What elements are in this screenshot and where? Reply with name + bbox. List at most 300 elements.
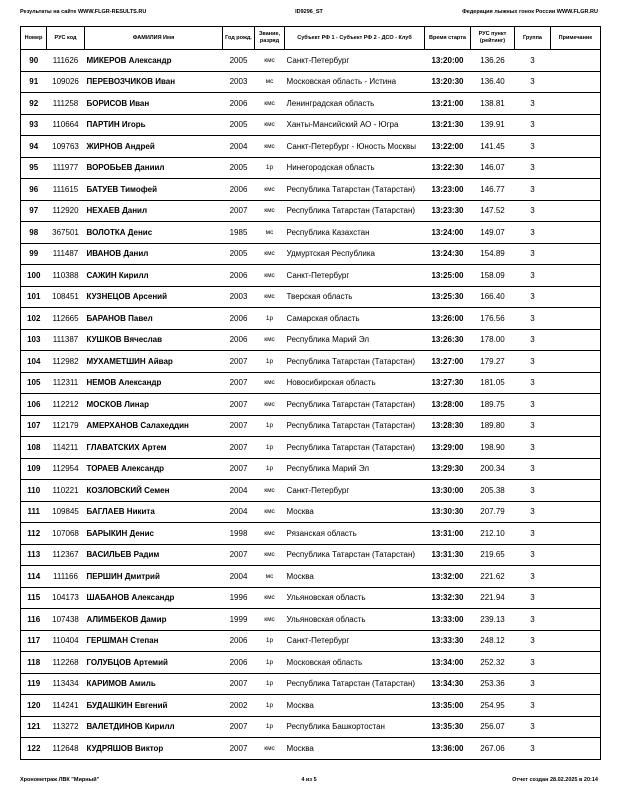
table-row (21, 265, 601, 287)
cell-name: КАРИМОВ Амиль (85, 673, 223, 695)
cell-group: 3 (515, 652, 551, 674)
cell-rus-code: 109845 (47, 501, 85, 523)
cell-rank: кмс (255, 286, 285, 308)
cell-birth-year: 2006 (223, 652, 255, 674)
cell-group: 3 (515, 71, 551, 93)
table-row (21, 93, 601, 115)
cell-note (551, 265, 601, 287)
cell-number: 93 (21, 114, 47, 136)
cell-rus-code: 112367 (47, 544, 85, 566)
cell-birth-year: 2004 (223, 480, 255, 502)
start-list-table (20, 26, 601, 760)
cell-group: 3 (515, 93, 551, 115)
footer-page-number: 4 из 5 (301, 777, 317, 783)
cell-name: БАГЛАЕВ Никита (85, 501, 223, 523)
cell-name: БАРАНОВ Павел (85, 308, 223, 330)
cell-number: 97 (21, 200, 47, 222)
cell-name: ВАСИЛЬЕВ Радим (85, 544, 223, 566)
cell-rank: кмс (255, 501, 285, 523)
cell-rus-code: 111166 (47, 566, 85, 588)
cell-number: 90 (21, 50, 47, 72)
cell-region: Санкт-Петербург (285, 630, 425, 652)
cell-name: КУШКОВ Вячеслав (85, 329, 223, 351)
cell-number: 112 (21, 523, 47, 545)
cell-rus-code: 110404 (47, 630, 85, 652)
cell-note (551, 544, 601, 566)
cell-name: КУДРЯШОВ Виктор (85, 738, 223, 760)
cell-region: Московская область (285, 652, 425, 674)
cell-region: Республика Казахстан (285, 222, 425, 244)
cell-rus-code: 112665 (47, 308, 85, 330)
cell-group: 3 (515, 523, 551, 545)
cell-rus-code: 113434 (47, 673, 85, 695)
cell-birth-year: 2005 (223, 50, 255, 72)
cell-note (551, 200, 601, 222)
cell-rus-code: 113272 (47, 716, 85, 738)
cell-group: 3 (515, 587, 551, 609)
cell-rus-points: 239.13 (471, 609, 515, 631)
cell-number: 122 (21, 738, 47, 760)
table-row (21, 329, 601, 351)
cell-rus-code: 112212 (47, 394, 85, 416)
cell-birth-year: 2006 (223, 179, 255, 201)
cell-note (551, 394, 601, 416)
cell-region: Тверская область (285, 286, 425, 308)
cell-name: МУХАМЕТШИН Айвар (85, 351, 223, 373)
cell-region: Москва (285, 695, 425, 717)
cell-rus-code: 111387 (47, 329, 85, 351)
col-header-group: Группа (515, 27, 551, 50)
cell-rus-code: 104173 (47, 587, 85, 609)
table-row (21, 394, 601, 416)
cell-birth-year: 2006 (223, 265, 255, 287)
cell-birth-year: 2003 (223, 286, 255, 308)
cell-name: НЕМОВ Александр (85, 372, 223, 394)
cell-birth-year: 2007 (223, 437, 255, 459)
cell-rus-points: 181.05 (471, 372, 515, 394)
cell-rus-code: 114211 (47, 437, 85, 459)
cell-rus-code: 112982 (47, 351, 85, 373)
col-header-region: Субъект РФ 1 - Субъект РФ 2 - ДСО - Клуб (285, 27, 425, 50)
table-row (21, 523, 601, 545)
cell-note (551, 587, 601, 609)
cell-birth-year: 2007 (223, 351, 255, 373)
cell-rank: кмс (255, 609, 285, 631)
table-row (21, 243, 601, 265)
cell-rus-points: 189.80 (471, 415, 515, 437)
cell-rus-points: 221.94 (471, 587, 515, 609)
cell-birth-year: 1996 (223, 587, 255, 609)
cell-birth-year: 1999 (223, 609, 255, 631)
cell-group: 3 (515, 200, 551, 222)
cell-start-time: 13:30:00 (425, 480, 471, 502)
cell-region: Республика Татарстан (Татарстан) (285, 437, 425, 459)
cell-rus-points: 139.91 (471, 114, 515, 136)
cell-region: Республика Татарстан (Татарстан) (285, 415, 425, 437)
cell-note (551, 136, 601, 158)
cell-group: 3 (515, 243, 551, 265)
cell-region: Республика Татарстан (Татарстан) (285, 544, 425, 566)
cell-rus-code: 112954 (47, 458, 85, 480)
cell-number: 113 (21, 544, 47, 566)
cell-number: 105 (21, 372, 47, 394)
cell-group: 3 (515, 738, 551, 760)
cell-group: 3 (515, 50, 551, 72)
cell-birth-year: 2006 (223, 630, 255, 652)
cell-birth-year: 2007 (223, 372, 255, 394)
cell-group: 3 (515, 695, 551, 717)
cell-rus-code: 109026 (47, 71, 85, 93)
cell-number: 117 (21, 630, 47, 652)
table-row (21, 415, 601, 437)
table-row (21, 71, 601, 93)
cell-birth-year: 2004 (223, 501, 255, 523)
cell-name: КОЗЛОВСКИЙ Семен (85, 480, 223, 502)
cell-rus-code: 109763 (47, 136, 85, 158)
cell-region: Москва (285, 566, 425, 588)
header-site-link: Результаты на сайте WWW.FLGR-RESULTS.RU (20, 9, 147, 15)
cell-start-time: 13:26:30 (425, 329, 471, 351)
cell-name: МОСКОВ Линар (85, 394, 223, 416)
cell-rank: кмс (255, 329, 285, 351)
cell-group: 3 (515, 566, 551, 588)
cell-rank: 1р (255, 415, 285, 437)
cell-name: БУДАШКИН Евгений (85, 695, 223, 717)
header-federation-link: Федерация лыжных гонок России WWW.FLGR.RU (462, 9, 598, 15)
cell-rus-code: 111977 (47, 157, 85, 179)
cell-region: Самарская область (285, 308, 425, 330)
cell-name: БАТУЕВ Тимофей (85, 179, 223, 201)
cell-rank: кмс (255, 738, 285, 760)
cell-birth-year: 2007 (223, 394, 255, 416)
cell-group: 3 (515, 308, 551, 330)
cell-birth-year: 2007 (223, 673, 255, 695)
cell-rus-code: 107438 (47, 609, 85, 631)
cell-note (551, 71, 601, 93)
cell-rus-points: 256.07 (471, 716, 515, 738)
cell-start-time: 13:20:30 (425, 71, 471, 93)
cell-number: 108 (21, 437, 47, 459)
cell-birth-year: 2005 (223, 243, 255, 265)
cell-name: ВОРОБЬЕВ Даниил (85, 157, 223, 179)
cell-group: 3 (515, 544, 551, 566)
cell-start-time: 13:35:30 (425, 716, 471, 738)
col-header-rus-points: РУС пункт (рейтинг) (471, 27, 515, 50)
cell-rus-points: 166.40 (471, 286, 515, 308)
cell-rus-points: 178.00 (471, 329, 515, 351)
table-row (21, 501, 601, 523)
cell-birth-year: 2003 (223, 71, 255, 93)
cell-name: ПЕРЕВОЗЧИКОВ Иван (85, 71, 223, 93)
cell-birth-year: 2007 (223, 738, 255, 760)
cell-rank: кмс (255, 523, 285, 545)
cell-rus-code: 110664 (47, 114, 85, 136)
cell-rus-code: 112268 (47, 652, 85, 674)
cell-note (551, 157, 601, 179)
table-row (21, 458, 601, 480)
cell-note (551, 372, 601, 394)
cell-birth-year: 1998 (223, 523, 255, 545)
cell-rank: 1р (255, 695, 285, 717)
cell-birth-year: 2006 (223, 93, 255, 115)
cell-number: 92 (21, 93, 47, 115)
cell-region: Санкт-Петербург - Юность Москвы (285, 136, 425, 158)
cell-name: ПЕРШИН Дмитрий (85, 566, 223, 588)
cell-group: 3 (515, 458, 551, 480)
cell-note (551, 50, 601, 72)
cell-note (551, 415, 601, 437)
cell-rank: 1р (255, 673, 285, 695)
cell-start-time: 13:32:30 (425, 587, 471, 609)
col-header-note: Примечание (551, 27, 601, 50)
cell-name: ИВАНОВ Данил (85, 243, 223, 265)
cell-start-time: 13:31:30 (425, 544, 471, 566)
cell-rank: кмс (255, 544, 285, 566)
cell-name: ВОЛОТКА Денис (85, 222, 223, 244)
cell-name: БОРИСОВ Иван (85, 93, 223, 115)
cell-rank: 1р (255, 458, 285, 480)
cell-rank: кмс (255, 480, 285, 502)
cell-note (551, 716, 601, 738)
table-row (21, 566, 601, 588)
cell-start-time: 13:36:00 (425, 738, 471, 760)
cell-start-time: 13:22:00 (425, 136, 471, 158)
table-row (21, 351, 601, 373)
cell-start-time: 13:27:30 (425, 372, 471, 394)
cell-region: Ханты-Мансийский АО - Югра (285, 114, 425, 136)
cell-birth-year: 2007 (223, 458, 255, 480)
cell-region: Республика Татарстан (Татарстан) (285, 179, 425, 201)
cell-start-time: 13:26:00 (425, 308, 471, 330)
table-row (21, 50, 601, 72)
cell-rus-points: 267.06 (471, 738, 515, 760)
cell-name: ЖИРНОВ Андрей (85, 136, 223, 158)
cell-rank: 1р (255, 351, 285, 373)
table-row (21, 286, 601, 308)
cell-rus-code: 110388 (47, 265, 85, 287)
cell-start-time: 13:28:30 (425, 415, 471, 437)
cell-rank: кмс (255, 265, 285, 287)
cell-start-time: 13:24:30 (425, 243, 471, 265)
table-row (21, 544, 601, 566)
cell-rus-code: 108451 (47, 286, 85, 308)
cell-rus-points: 219.65 (471, 544, 515, 566)
cell-rus-points: 212.10 (471, 523, 515, 545)
cell-number: 102 (21, 308, 47, 330)
cell-rank: кмс (255, 243, 285, 265)
cell-rus-points: 158.09 (471, 265, 515, 287)
cell-number: 119 (21, 673, 47, 695)
cell-rank: кмс (255, 93, 285, 115)
cell-rank: кмс (255, 372, 285, 394)
cell-rank: кмс (255, 114, 285, 136)
cell-rank: кмс (255, 179, 285, 201)
col-header-rus-code: РУС код (47, 27, 85, 50)
cell-rank: 1р (255, 157, 285, 179)
cell-group: 3 (515, 351, 551, 373)
cell-birth-year: 2007 (223, 716, 255, 738)
cell-region: Ленинградская область (285, 93, 425, 115)
cell-region: Новосибирская область (285, 372, 425, 394)
cell-group: 3 (515, 372, 551, 394)
cell-note (551, 351, 601, 373)
cell-rus-code: 111258 (47, 93, 85, 115)
cell-rus-points: 207.79 (471, 501, 515, 523)
cell-start-time: 13:34:30 (425, 673, 471, 695)
cell-rank: кмс (255, 587, 285, 609)
table-row (21, 157, 601, 179)
cell-rus-points: 248.12 (471, 630, 515, 652)
cell-note (551, 114, 601, 136)
header-event-id: ID9296_ST (295, 9, 323, 15)
cell-name: ГЛАВАТСКИХ Артем (85, 437, 223, 459)
cell-region: Санкт-Петербург (285, 265, 425, 287)
cell-start-time: 13:22:30 (425, 157, 471, 179)
cell-group: 3 (515, 136, 551, 158)
table-row (21, 308, 601, 330)
cell-rus-points: 252.32 (471, 652, 515, 674)
cell-rus-points: 136.26 (471, 50, 515, 72)
cell-name: АМЕРХАНОВ Салахеддин (85, 415, 223, 437)
cell-start-time: 13:21:30 (425, 114, 471, 136)
cell-birth-year: 2007 (223, 544, 255, 566)
cell-rus-points: 176.56 (471, 308, 515, 330)
cell-rus-points: 200.34 (471, 458, 515, 480)
cell-note (551, 738, 601, 760)
cell-start-time: 13:23:00 (425, 179, 471, 201)
cell-rus-points: 147.52 (471, 200, 515, 222)
cell-group: 3 (515, 437, 551, 459)
cell-rank: 1р (255, 308, 285, 330)
cell-number: 118 (21, 652, 47, 674)
cell-rank: кмс (255, 50, 285, 72)
cell-note (551, 523, 601, 545)
cell-rus-points: 138.81 (471, 93, 515, 115)
cell-group: 3 (515, 157, 551, 179)
cell-note (551, 329, 601, 351)
cell-group: 3 (515, 286, 551, 308)
cell-rus-code: 114241 (47, 695, 85, 717)
cell-birth-year: 2005 (223, 157, 255, 179)
cell-number: 101 (21, 286, 47, 308)
cell-rank: кмс (255, 136, 285, 158)
cell-name: ГЕРШМАН Степан (85, 630, 223, 652)
cell-note (551, 286, 601, 308)
table-header-row (21, 27, 601, 50)
cell-birth-year: 2005 (223, 114, 255, 136)
cell-rus-points: 189.75 (471, 394, 515, 416)
cell-rank: мс (255, 222, 285, 244)
cell-rus-code: 111626 (47, 50, 85, 72)
table-row (21, 437, 601, 459)
cell-rus-points: 146.07 (471, 157, 515, 179)
table-row (21, 372, 601, 394)
cell-rus-points: 146.77 (471, 179, 515, 201)
cell-number: 107 (21, 415, 47, 437)
cell-start-time: 13:20:00 (425, 50, 471, 72)
cell-rus-points: 253.36 (471, 673, 515, 695)
cell-rank: 1р (255, 716, 285, 738)
cell-start-time: 13:27:00 (425, 351, 471, 373)
cell-name: МИКЕРОВ Александр (85, 50, 223, 72)
cell-number: 115 (21, 587, 47, 609)
cell-group: 3 (515, 179, 551, 201)
cell-rus-code: 112648 (47, 738, 85, 760)
cell-start-time: 13:33:00 (425, 609, 471, 631)
cell-birth-year: 1985 (223, 222, 255, 244)
cell-number: 111 (21, 501, 47, 523)
cell-region: Ульяновская область (285, 609, 425, 631)
cell-rank: кмс (255, 394, 285, 416)
cell-start-time: 13:32:00 (425, 566, 471, 588)
cell-start-time: 13:35:00 (425, 695, 471, 717)
cell-note (551, 566, 601, 588)
cell-name: САЖИН Кирилл (85, 265, 223, 287)
cell-number: 95 (21, 157, 47, 179)
cell-name: КУЗНЕЦОВ Арсений (85, 286, 223, 308)
cell-group: 3 (515, 716, 551, 738)
cell-note (551, 480, 601, 502)
cell-region: Удмуртская Республика (285, 243, 425, 265)
cell-note (551, 695, 601, 717)
col-header-start-time: Время старта (425, 27, 471, 50)
cell-name: ТОРАЕВ Александр (85, 458, 223, 480)
cell-start-time: 13:21:00 (425, 93, 471, 115)
cell-start-time: 13:34:00 (425, 652, 471, 674)
cell-region: Ульяновская область (285, 587, 425, 609)
cell-name: ПАРТИН Игорь (85, 114, 223, 136)
cell-note (551, 458, 601, 480)
cell-rus-points: 198.90 (471, 437, 515, 459)
cell-start-time: 13:24:00 (425, 222, 471, 244)
cell-rank: 1р (255, 437, 285, 459)
cell-name: ШАБАНОВ Александр (85, 587, 223, 609)
cell-number: 99 (21, 243, 47, 265)
cell-group: 3 (515, 265, 551, 287)
cell-note (551, 609, 601, 631)
cell-region: Санкт-Петербург (285, 480, 425, 502)
cell-rus-code: 110221 (47, 480, 85, 502)
cell-birth-year: 2007 (223, 200, 255, 222)
cell-region: Нинегородская область (285, 157, 425, 179)
table-row (21, 200, 601, 222)
cell-rus-points: 254.95 (471, 695, 515, 717)
cell-group: 3 (515, 329, 551, 351)
cell-rus-points: 136.40 (471, 71, 515, 93)
table-row (21, 652, 601, 674)
table-row (21, 609, 601, 631)
cell-start-time: 13:23:30 (425, 200, 471, 222)
cell-region: Рязанская область (285, 523, 425, 545)
cell-region: Санкт-Петербург (285, 50, 425, 72)
cell-name: ВАЛЕТДИНОВ Кирилл (85, 716, 223, 738)
cell-rus-points: 179.27 (471, 351, 515, 373)
cell-rus-points: 141.45 (471, 136, 515, 158)
cell-number: 106 (21, 394, 47, 416)
cell-group: 3 (515, 394, 551, 416)
cell-rus-code: 107068 (47, 523, 85, 545)
table-row (21, 695, 601, 717)
cell-start-time: 13:31:00 (425, 523, 471, 545)
table-row (21, 738, 601, 760)
cell-number: 109 (21, 458, 47, 480)
cell-region: Республика Татарстан (Татарстан) (285, 200, 425, 222)
table-row (21, 136, 601, 158)
cell-region: Москва (285, 501, 425, 523)
cell-start-time: 13:29:30 (425, 458, 471, 480)
cell-number: 110 (21, 480, 47, 502)
cell-region: Москва (285, 738, 425, 760)
